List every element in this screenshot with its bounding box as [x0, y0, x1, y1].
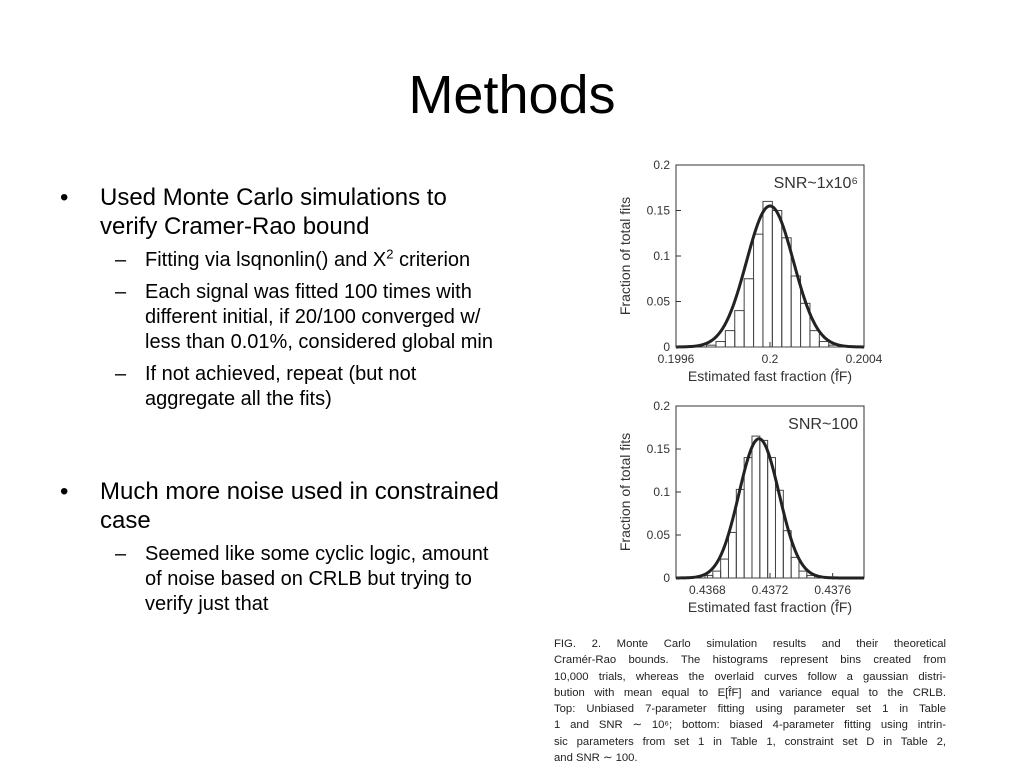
sub-bullet-fitting-text2: criterion [399, 249, 471, 271]
gaussian-curve [676, 206, 864, 347]
figure-caption [554, 636, 946, 766]
gaussian-curve [676, 439, 864, 578]
histogram-figure [600, 150, 910, 620]
histogram-bar [721, 559, 729, 578]
sub-bullet-fitting [58, 248, 508, 273]
histogram-bar [705, 575, 713, 578]
histogram-bar [760, 440, 768, 578]
caption-line: 1 and SNR ∼ 10⁶; bottom: biased 4-parameter fitting using intrin- [554, 719, 946, 732]
histogram-bar [735, 311, 744, 347]
histogram-bar [791, 557, 799, 578]
x-tick-label: 0.2 [761, 352, 779, 366]
chart-title: SNR~1x10⁶ [773, 175, 858, 192]
y-tick-label: 0.1 [653, 249, 670, 263]
histogram-bar [716, 342, 725, 347]
y-tick-label: 0.15 [646, 203, 670, 218]
chart-title: SNR~100 [788, 416, 858, 433]
y-tick-label: 0 [663, 571, 670, 585]
caption-line: Top: Unbiased 7-parameter fitting using parameter set 1 in Table [554, 703, 946, 716]
y-axis-label: Fraction of total fits [617, 196, 633, 316]
histogram-bar [725, 331, 734, 347]
y-tick-label: 0.1 [653, 485, 670, 499]
y-tick-label: 0.2 [653, 158, 670, 172]
histogram-bar [810, 331, 819, 347]
histogram-bar [707, 345, 716, 347]
histogram-bar [819, 342, 828, 347]
x-tick-label: 0.4372 [751, 583, 789, 597]
y-tick-label: 0 [663, 340, 670, 354]
caption-line: sic parameters from set 1 in Table 1, constraint set D in Table 2, [554, 735, 946, 748]
sub-bullet-fitting-text: Fitting via lsqnonlin() and X [145, 249, 387, 271]
histogram-bar [713, 571, 721, 578]
superscript: 2 [386, 246, 394, 262]
y-axis-label: Fraction of total fits [617, 432, 633, 552]
y-tick-label: 0.05 [646, 528, 670, 542]
histogram-bar [744, 458, 752, 578]
histogram-bar [772, 211, 781, 348]
caption-line: FIG. 2. Monte Carlo simulation results and their theoretical [554, 638, 946, 650]
y-tick-label: 0.15 [646, 442, 670, 456]
y-tick-label: 0.05 [646, 294, 670, 309]
x-tick-label: 0.4376 [814, 583, 852, 597]
histogram-bar [763, 201, 772, 347]
bullet-monte-carlo: • Used Monte Carlo simulations to verify Cramer-Rao bound [58, 183, 508, 241]
histogram-bar [782, 238, 791, 347]
x-tick-label: 0.2004 [845, 352, 883, 366]
slide-title: Methods [408, 65, 616, 125]
histogram-bar [728, 532, 736, 578]
histogram-bar [744, 279, 753, 347]
histogram-bar [799, 571, 807, 578]
histogram-bar [754, 234, 763, 347]
x-tick-label: 0.4368 [688, 583, 726, 597]
sub-bullet-repeat: – If not achieved, repeat (but not aggregate all the fits) [58, 362, 508, 412]
histogram-bar [752, 436, 760, 578]
sub-bullet-cyclic-logic: – Seemed like some cyclic logic, amount of noise based on CRLB but trying to verify just that [58, 542, 508, 617]
bullet-more-noise: • Much more noise used in constrained case [58, 477, 508, 535]
plot-frame [676, 165, 864, 347]
bullet-list [58, 183, 508, 617]
y-tick-label: 0.2 [653, 399, 670, 413]
caption-line: bution with mean equal to E[f̂F] and variance equal to the CRLB. [554, 686, 946, 699]
sub-bullet-each-signal: – Each signal was fitted 100 times with different initial, if 20/100 converged w/ less than 0.01%, considered global min [58, 280, 508, 355]
caption-line: and SNR ∼ 100. [554, 752, 638, 765]
x-axis-label: Estimated fast fraction (f̂F) [687, 599, 853, 615]
caption-line: Cramér-Rao bounds. The histograms represent bins created from [554, 654, 946, 667]
caption-line: 10,000 trials, whereas the overlaid curves follow a gaussian distri- [554, 670, 946, 683]
x-axis-label: Estimated fast fraction (f̂F) [687, 368, 853, 384]
x-tick-label: 0.1996 [657, 352, 695, 366]
